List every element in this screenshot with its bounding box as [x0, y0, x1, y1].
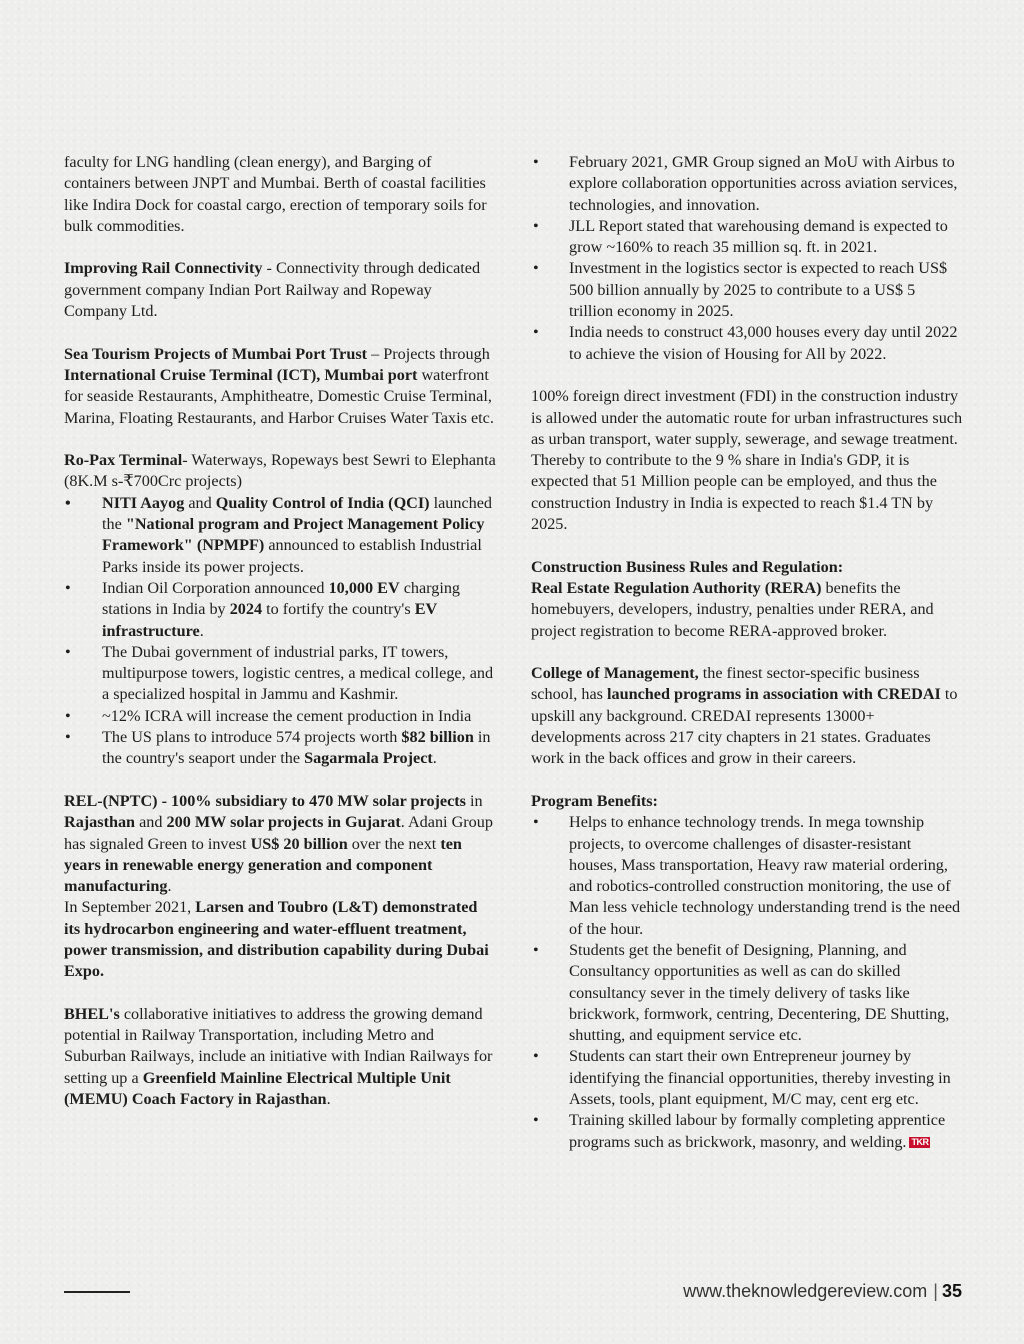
spacer	[64, 770, 496, 791]
list-item: • Indian Oil Corporation announced 10,000 EV charging stations in India by 2024 to fortify the country's EV infrastructure.	[64, 578, 496, 642]
paragraph-lt: In September 2021, Larsen and Toubro (L&T) demonstrated its hydrocarbon engineering and water-effluent treatment, power transmission, and distribution capability during Dubai Expo.	[64, 898, 489, 981]
right-top-bullet-list	[531, 152, 963, 365]
page-number: 35	[941, 1281, 962, 1301]
footer	[683, 1281, 962, 1302]
ropax-heading: Ro-Pax Terminal	[64, 451, 183, 470]
list-item: • NITI Aayog and Quality Control of India (QCI) launched the "National program and Project Management Policy Framework" (NPMPF) announced to establish Industrial Parks inside its power projects.	[64, 493, 496, 578]
list-item: • Students get the benefit of Designing, Planning, and Consultancy opportunities as well as can do skilled consultancy sever in the timely delivery of tasks like brickwork, formwork, centring, Decentering, DE Shutting, shutting, and equipment service etc.	[531, 940, 963, 1046]
rail-heading: Improving Rail Connectivity	[64, 259, 263, 278]
footer-rule	[64, 1291, 130, 1293]
list-item: • Helps to enhance technology trends. In mega township projects, to overcome challenges of disaster-resistant houses, Mass transportation, Heavy raw material ordering, and robotics-controlled construction monitoring, the use of Man less vehicle technology understanding trend is the need of the hour.	[531, 812, 963, 940]
list-item: • The US plans to introduce 574 projects worth $82 billion in the country's seaport under the Sagarmala Project.	[64, 727, 496, 770]
right-column	[531, 152, 963, 1153]
paragraph-rera: Construction Business Rules and Regulation: Real Estate Regulation Authority (RERA) benefits the homebuyers, developers, industry, penalties under RERA, and project registration to become RERA-approved broker.	[531, 557, 934, 640]
program-benefits-list	[531, 812, 963, 1153]
list-item: • ~12% ICRA will increase the cement production in India	[64, 706, 496, 727]
paragraph-fdi: 100% foreign direct investment (FDI) in the construction industry is allowed under the automatic route for urban infrastructures such as urban transport, water supply, sewerage, and sewage treatment. Thereby to contribute to the 9 % share in India's GDP, it is expected that 51 Million people can be employed, and thus the construction Industry in India is expected to reach $1.4 TN by 2025.	[531, 387, 963, 534]
paragraph-rail: Improving Rail Connectivity - Connectivity through dedicated government company Indian Port Railway and Ropeway Company Ltd.	[64, 259, 481, 321]
list-item: • India needs to construct 43,000 houses every day until 2022 to achieve the vision of Housing for All by 2022.	[531, 322, 963, 365]
website-url: www.theknowledgereview.com	[683, 1281, 928, 1301]
paragraph-bhel: BHEL's collaborative initiatives to address the growing demand potential in Railway Transportation, including Metro and Suburban Railways, include an initiative with Indian Railways for setting up a Greenfield Mainline Electrical Multiple Unit (MEMU) Coach Factory in Rajasthan.	[64, 1004, 493, 1109]
tkr-logo-icon: TKR	[911, 1136, 929, 1147]
construction-rules-heading: Construction Business Rules and Regulation:	[531, 557, 844, 576]
paragraph-sea-tourism: Sea Tourism Projects of Mumbai Port Trust – Projects through International Cruise Terminal (ICT), Mumbai port waterfront for seaside Restaurants, Amphitheatre, Domestic Cruise Terminal, Marina, Floating Restaurants, and Harbor Cruises Water Taxis etc.	[64, 344, 494, 427]
paragraph-ropax: Ro-Pax Terminal- Waterways, Ropeways best Sewri to Elephanta (8K.M s-₹700Crc projects)	[64, 451, 496, 491]
paragraph-college: College of Management, the finest sector-specific business school, has launched programs in association with CREDAI to upskill any background. CREDAI represents 13000+ developments across 217 city chapters in 21 states. Graduates work in the back offices and grow in their careers.	[531, 664, 958, 768]
list-item: • Training skilled labour by formally completing apprentice programs such as brickwork, masonry, and welding. TKR	[531, 1110, 963, 1153]
list-item: • The Dubai government of industrial parks, IT towers, multipurpose towers, logistic centres, a medical college, and a specialized hospital in Jammu and Kashmir.	[64, 642, 496, 706]
list-item: • JLL Report stated that warehousing demand is expected to grow ~160% to reach 35 million sq. ft. in 2021.	[531, 216, 963, 259]
list-item: • February 2021, GMR Group signed an MoU with Airbus to explore collaboration opportunities across aviation services, technologies, and innovation.	[531, 152, 963, 216]
list-item: • Students can start their own Entrepreneur journey by identifying the financial opportunities, thereby investing in Assets, tools, plant equipment, M/C may, cent erg etc.	[531, 1046, 963, 1110]
left-bullet-list	[64, 493, 496, 770]
program-benefits-heading: Program Benefits:	[531, 791, 658, 810]
list-item: • Investment in the logistics sector is expected to reach US$ 500 billion annually by 2025 to contribute to a US$ 5 trillion economy in 2025.	[531, 258, 963, 322]
paragraph-rel: REL-(NPTC) - 100% subsidiary to 470 MW solar projects in Rajasthan and 200 MW solar projects in Gujarat. Adani Group has signaled Green to invest US$ 20 billion over the next ten years in renewable energy generation and component manufacturing.	[64, 791, 493, 896]
footer-separator: |	[933, 1281, 938, 1301]
spacer	[531, 365, 963, 386]
left-column	[64, 152, 496, 1110]
sea-heading: Sea Tourism Projects of Mumbai Port Trust	[64, 344, 368, 363]
paragraph-lng: faculty for LNG handling (clean energy), and Barging of containers between JNPT and Mumbai. Berth of coastal facilities like Indira Dock for coastal cargo, erection of temporary soils for bulk commodities.	[64, 153, 487, 235]
